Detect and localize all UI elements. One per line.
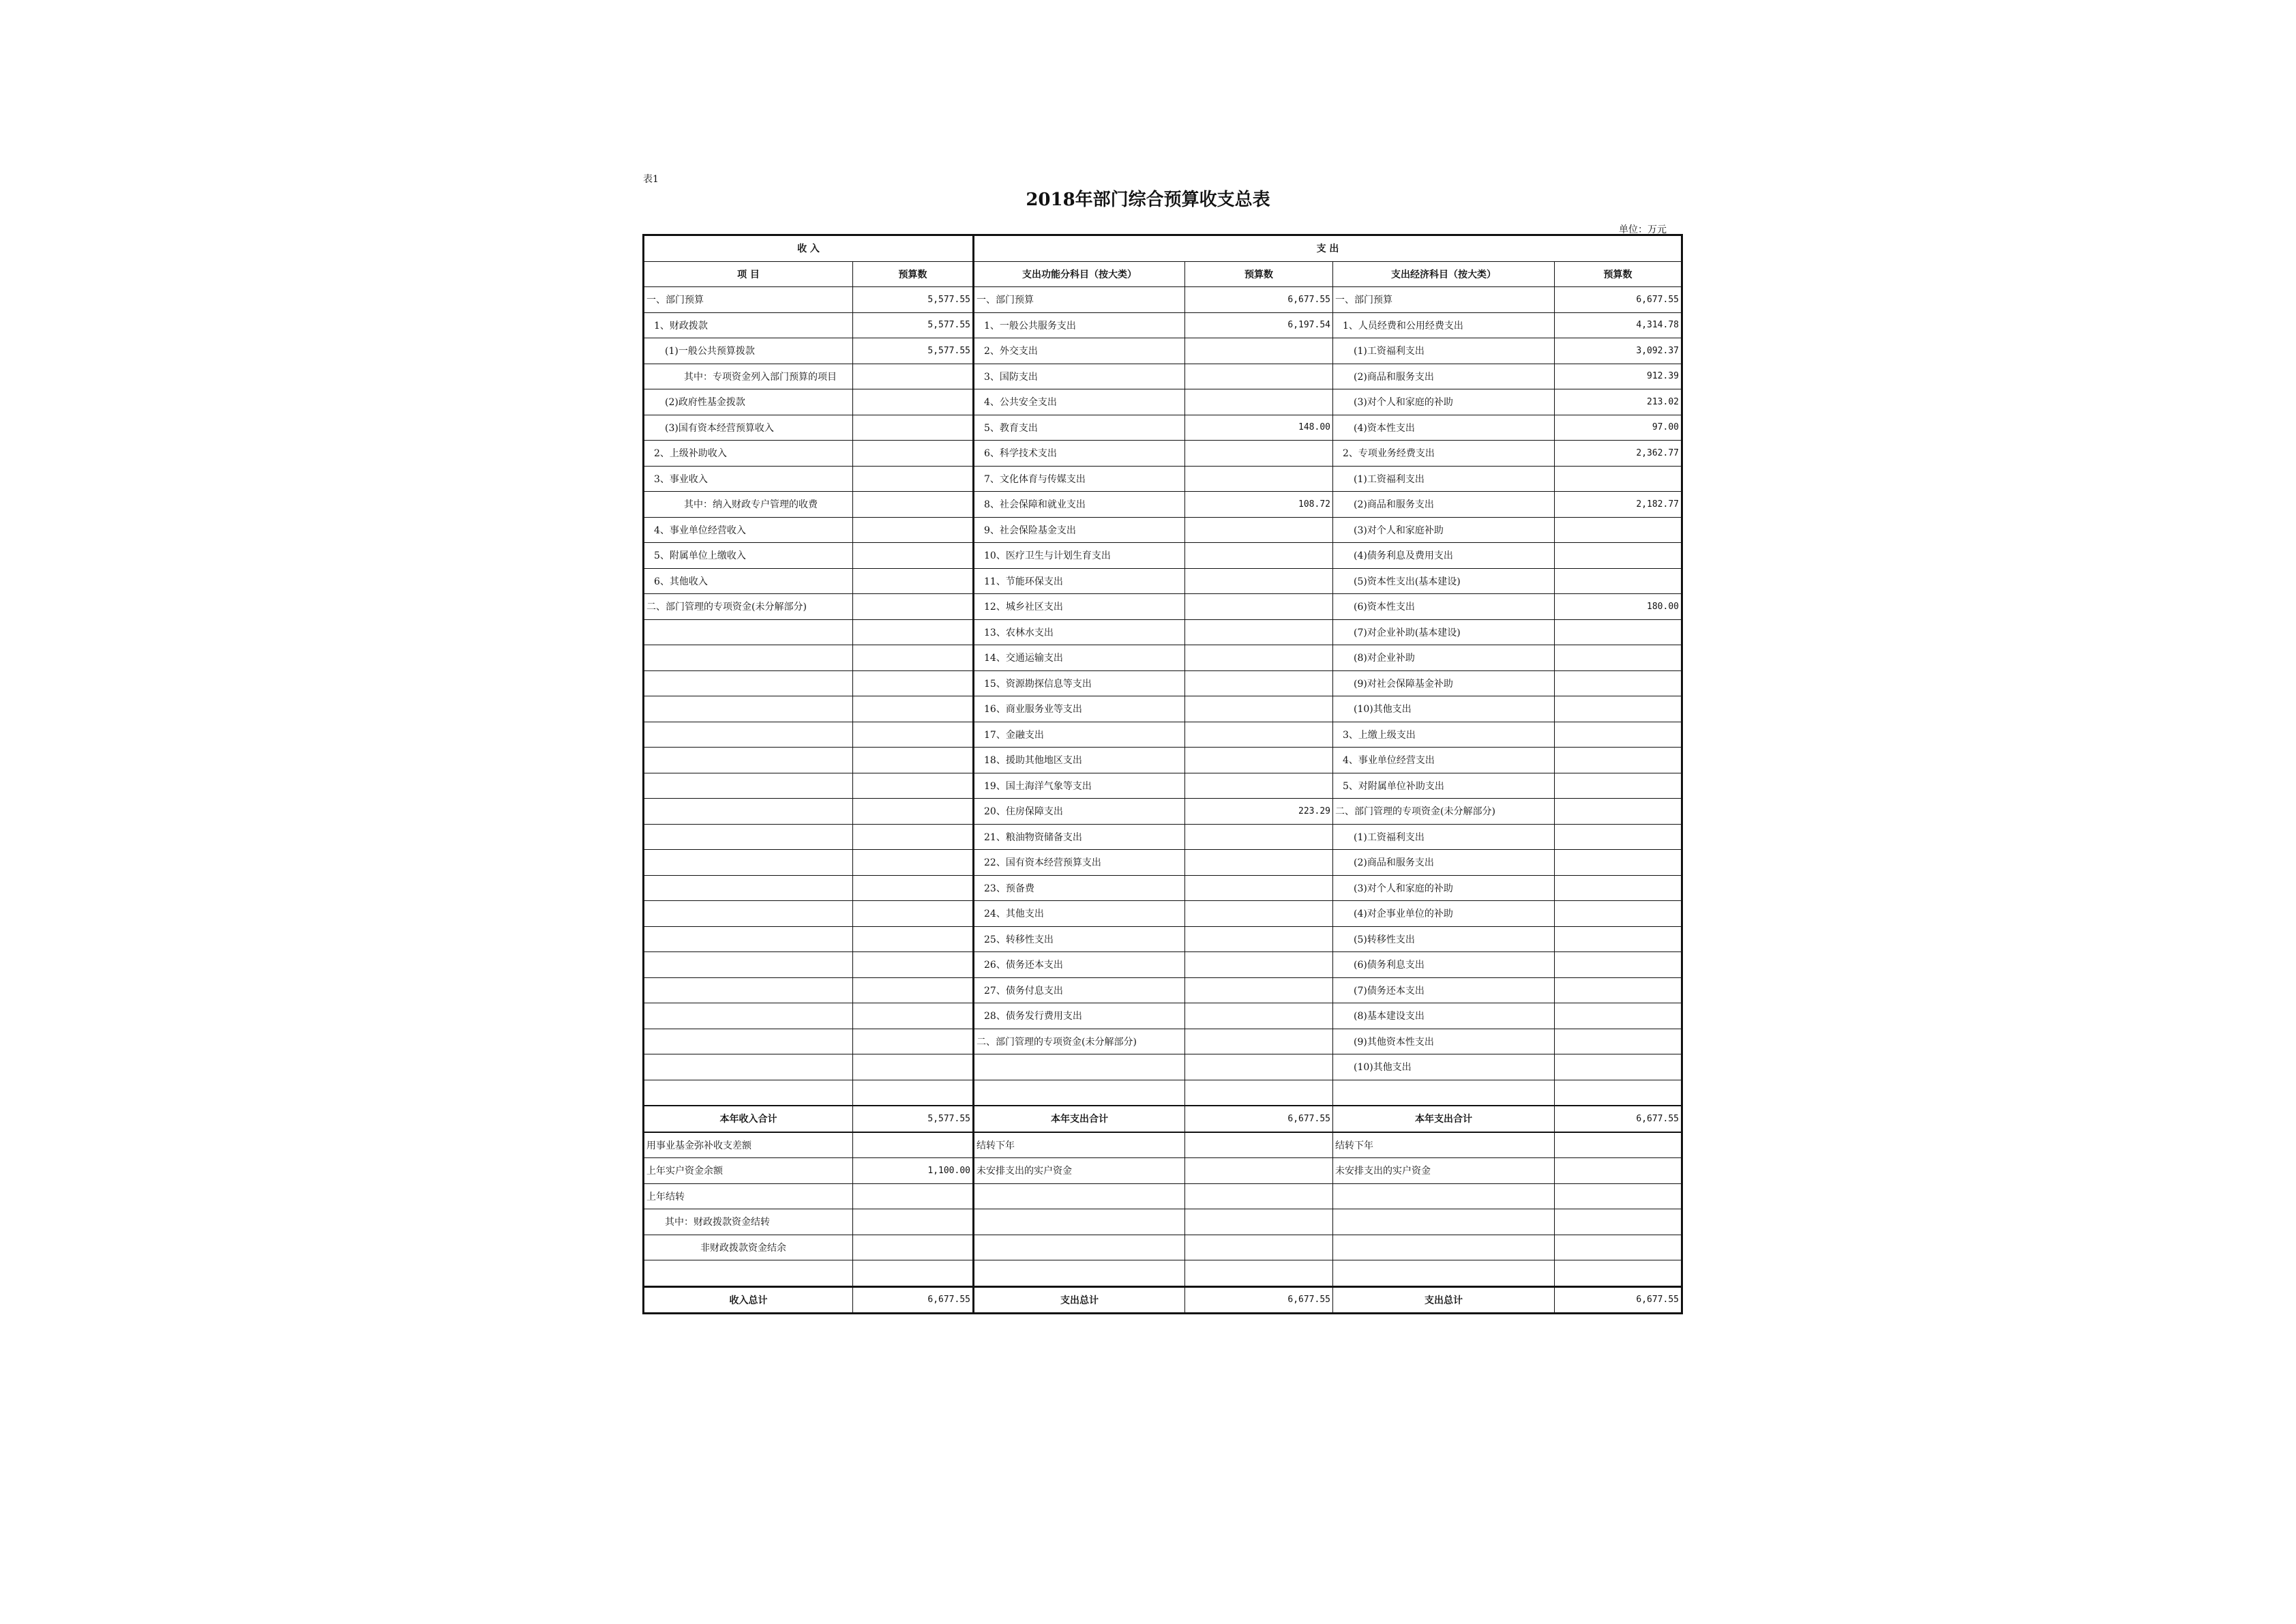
income-amount-cell: 5,577.55 (853, 1106, 974, 1132)
income-amount-cell (853, 901, 974, 927)
func-amount-cell (1185, 1003, 1333, 1029)
income-item-cell (644, 926, 853, 952)
table-row (644, 850, 1682, 876)
func-item-cell: 15、资源勘探信息等支出 (974, 670, 1185, 696)
table-row (644, 543, 1682, 569)
income-item-cell: 2、上级补助收入 (644, 441, 853, 467)
econ-item-cell: (2)商品和服务支出 (1333, 364, 1555, 389)
income-item-cell (644, 901, 853, 927)
income-amount-cell (853, 773, 974, 799)
func-item-cell: 支出总计 (974, 1286, 1185, 1314)
func-amount-cell (1185, 824, 1333, 850)
income-item-cell: 上年结转 (644, 1183, 853, 1209)
func-item-cell: 8、社会保障和就业支出 (974, 492, 1185, 518)
table-row (644, 312, 1682, 338)
econ-amount-cell (1555, 1235, 1682, 1260)
carryover-row (644, 1183, 1682, 1209)
func-item-cell: 1、一般公共服务支出 (974, 312, 1185, 338)
expense-section-header: 支 出 (974, 235, 1682, 262)
income-item-cell (644, 1029, 853, 1054)
econ-item-cell: (6)资本性支出 (1333, 594, 1555, 620)
income-item-cell: 收入总计 (644, 1286, 853, 1314)
econ-item-cell: 一、部门预算 (1333, 287, 1555, 313)
econ-amount-cell (1555, 952, 1682, 978)
func-amount-cell: 148.00 (1185, 415, 1333, 441)
econ-item-cell (1333, 1183, 1555, 1209)
table-row (644, 517, 1682, 543)
func-amount-cell (1185, 517, 1333, 543)
income-item-cell: 非财政拨款资金结余 (644, 1235, 853, 1260)
income-amount-cell (853, 619, 974, 645)
econ-amount-cell (1555, 619, 1682, 645)
income-amount-cell (853, 875, 974, 901)
income-amount-cell (853, 824, 974, 850)
income-item-cell: 用事业基金弥补收支差额 (644, 1132, 853, 1158)
func-item-cell: 二、部门管理的专项资金(未分解部分) (974, 1029, 1185, 1054)
income-item-cell (644, 696, 853, 722)
func-item-cell: 结转下年 (974, 1132, 1185, 1158)
func-item-cell: 18、援助其他地区支出 (974, 748, 1185, 773)
func-amount-cell (1185, 901, 1333, 927)
econ-amount-cell (1555, 1003, 1682, 1029)
income-amount-cell (853, 441, 974, 467)
func-amount-cell (1185, 952, 1333, 978)
income-amount-cell (853, 1132, 974, 1158)
econ-amount-cell (1555, 670, 1682, 696)
income-item-cell (644, 875, 853, 901)
econ-amount-cell (1555, 824, 1682, 850)
income-item-cell (644, 824, 853, 850)
econ-item-cell: (7)对企业补助(基本建设) (1333, 619, 1555, 645)
table-row (644, 722, 1682, 748)
table-label: 表1 (643, 174, 659, 185)
table-row (644, 901, 1682, 927)
func-item-cell: 21、粮油物资储备支出 (974, 824, 1185, 850)
func-amount-cell (1185, 722, 1333, 748)
func-amount-cell (1185, 543, 1333, 569)
func-item-cell: 4、公共安全支出 (974, 389, 1185, 415)
income-item-cell: 其中：纳入财政专户管理的收费 (644, 492, 853, 518)
income-amount-cell: 1,100.00 (853, 1158, 974, 1184)
econ-item-cell: 未安排支出的实户资金 (1333, 1158, 1555, 1184)
income-item-cell (644, 952, 853, 978)
func-amount-cell: 6,677.55 (1185, 287, 1333, 313)
econ-item-cell: (5)转移性支出 (1333, 926, 1555, 952)
econ-item-cell: (10)其他支出 (1333, 1054, 1555, 1080)
func-amount-cell (1185, 645, 1333, 671)
econ-amount-cell (1555, 466, 1682, 492)
func-item-cell: 9、社会保险基金支出 (974, 517, 1185, 543)
econ-amount-cell: 3,092.37 (1555, 338, 1682, 364)
econ-amount-cell (1555, 517, 1682, 543)
income-item-cell: 4、事业单位经营收入 (644, 517, 853, 543)
econ-amount-cell (1555, 1054, 1682, 1080)
func-amount-cell (1185, 568, 1333, 594)
table-row (644, 287, 1682, 313)
income-amount-cell (853, 517, 974, 543)
income-amount-cell (853, 850, 974, 876)
econ-amount-cell (1555, 722, 1682, 748)
budget-table-body (644, 235, 1682, 1314)
table-row (644, 875, 1682, 901)
econ-amount-cell (1555, 977, 1682, 1003)
table-row (644, 926, 1682, 952)
func-item-cell: 13、农林水支出 (974, 619, 1185, 645)
func-amount-cell (1185, 1260, 1333, 1287)
income-item-cell: 6、其他收入 (644, 568, 853, 594)
econ-item-cell: (4)资本性支出 (1333, 415, 1555, 441)
income-budget-column-header: 预算数 (853, 261, 974, 287)
econ-item-cell: (1)工资福利支出 (1333, 466, 1555, 492)
income-amount-cell (853, 492, 974, 518)
income-item-cell (644, 619, 853, 645)
table-row (644, 466, 1682, 492)
econ-amount-cell (1555, 799, 1682, 825)
table-row (644, 1080, 1682, 1106)
income-amount-cell (853, 1029, 974, 1054)
table-row (644, 696, 1682, 722)
func-item-cell (974, 1054, 1185, 1080)
func-amount-cell (1185, 977, 1333, 1003)
table-row (644, 441, 1682, 467)
income-item-cell (644, 1054, 853, 1080)
econ-amount-cell (1555, 1158, 1682, 1184)
econ-item-cell: (3)对个人和家庭的补助 (1333, 875, 1555, 901)
section-header-row (644, 235, 1682, 262)
table-row (644, 415, 1682, 441)
page-title: 2018年部门综合预算收支总表 (1026, 190, 1270, 210)
econ-amount-cell: 2,362.77 (1555, 441, 1682, 467)
func-amount-cell: 223.29 (1185, 799, 1333, 825)
func-amount-cell (1185, 1235, 1333, 1260)
income-item-cell (644, 645, 853, 671)
econ-amount-cell (1555, 568, 1682, 594)
table-row (644, 773, 1682, 799)
econ-item-cell: 1、人员经费和公用经费支出 (1333, 312, 1555, 338)
econ-item-cell: (9)其他资本性支出 (1333, 1029, 1555, 1054)
income-amount-cell (853, 1080, 974, 1106)
func-item-cell: 16、商业服务业等支出 (974, 696, 1185, 722)
income-item-cell (644, 1080, 853, 1106)
func-amount-cell (1185, 1209, 1333, 1235)
func-item-cell: 14、交通运输支出 (974, 645, 1185, 671)
econ-budget-column-header: 预算数 (1555, 261, 1682, 287)
econ-item-cell: (3)对个人和家庭的补助 (1333, 389, 1555, 415)
income-item-cell: 其中：专项资金列入部门预算的项目 (644, 364, 853, 389)
table-row (644, 1054, 1682, 1080)
func-amount-cell (1185, 441, 1333, 467)
income-item-cell: 3、事业收入 (644, 466, 853, 492)
econ-amount-cell: 912.39 (1555, 364, 1682, 389)
econ-amount-cell: 6,677.55 (1555, 1106, 1682, 1132)
econ-item-cell: 3、上缴上级支出 (1333, 722, 1555, 748)
income-amount-cell: 6,677.55 (853, 1286, 974, 1314)
income-amount-cell (853, 1260, 974, 1287)
func-amount-cell (1185, 619, 1333, 645)
econ-amount-cell: 6,677.55 (1555, 287, 1682, 313)
table-row (644, 670, 1682, 696)
carryover-row (644, 1158, 1682, 1184)
func-amount-cell (1185, 1183, 1333, 1209)
func-amount-cell: 108.72 (1185, 492, 1333, 518)
func-amount-cell (1185, 1054, 1333, 1080)
income-item-cell: 二、部门管理的专项资金(未分解部分) (644, 594, 853, 620)
econ-amount-cell (1555, 1132, 1682, 1158)
econ-item-cell: 5、对附属单位补助支出 (1333, 773, 1555, 799)
econ-amount-cell (1555, 901, 1682, 927)
econ-item-cell: (2)商品和服务支出 (1333, 850, 1555, 876)
income-item-cell (644, 670, 853, 696)
income-amount-cell (853, 1054, 974, 1080)
econ-item-cell: (2)商品和服务支出 (1333, 492, 1555, 518)
econ-amount-cell (1555, 773, 1682, 799)
econ-item-cell: (1)工资福利支出 (1333, 824, 1555, 850)
income-amount-cell (853, 670, 974, 696)
income-item-cell: 其中：财政拨款资金结转 (644, 1209, 853, 1235)
income-amount-cell (853, 1209, 974, 1235)
econ-amount-cell: 97.00 (1555, 415, 1682, 441)
econ-item-cell (1333, 1080, 1555, 1106)
econ-amount-cell (1555, 1209, 1682, 1235)
table-row (644, 952, 1682, 978)
carryover-row (644, 1132, 1682, 1158)
econ-item-cell: (5)资本性支出(基本建设) (1333, 568, 1555, 594)
func-item-cell: 6、科学技术支出 (974, 441, 1185, 467)
table-row (644, 824, 1682, 850)
econ-item-cell: 二、部门管理的专项资金(未分解部分) (1333, 799, 1555, 825)
econ-item-cell (1333, 1260, 1555, 1287)
func-budget-column-header: 预算数 (1185, 261, 1333, 287)
income-amount-cell (853, 364, 974, 389)
table-row (644, 364, 1682, 389)
income-amount-cell (853, 594, 974, 620)
income-amount-cell (853, 415, 974, 441)
income-amount-cell (853, 952, 974, 978)
func-amount-cell (1185, 670, 1333, 696)
income-item-cell: (3)国有资本经营预算收入 (644, 415, 853, 441)
table-row (644, 492, 1682, 518)
table-row (644, 619, 1682, 645)
func-amount-cell (1185, 1158, 1333, 1184)
func-item-cell (974, 1260, 1185, 1287)
func-item-cell (974, 1235, 1185, 1260)
econ-item-cell: (3)对个人和家庭补助 (1333, 517, 1555, 543)
income-item-cell (644, 722, 853, 748)
econ-amount-cell: 213.02 (1555, 389, 1682, 415)
income-item-cell: (2)政府性基金拨款 (644, 389, 853, 415)
table-row (644, 389, 1682, 415)
func-item-cell: 28、债务发行费用支出 (974, 1003, 1185, 1029)
income-amount-cell: 5,577.55 (853, 338, 974, 364)
func-item-cell: 11、节能环保支出 (974, 568, 1185, 594)
income-item-cell: 1、财政拨款 (644, 312, 853, 338)
budget-table (642, 234, 1683, 1314)
table-row (644, 1003, 1682, 1029)
func-amount-cell: 6,677.55 (1185, 1106, 1333, 1132)
func-item-cell: 24、其他支出 (974, 901, 1185, 927)
econ-amount-cell (1555, 1080, 1682, 1106)
income-item-cell (644, 773, 853, 799)
econ-item-cell: (8)基本建设支出 (1333, 1003, 1555, 1029)
econ-amount-cell (1555, 543, 1682, 569)
func-amount-cell (1185, 875, 1333, 901)
econ-item-cell: (9)对社会保障基金补助 (1333, 670, 1555, 696)
func-item-cell: 7、文化体育与传媒支出 (974, 466, 1185, 492)
econ-item-cell: 支出总计 (1333, 1286, 1555, 1314)
func-amount-cell (1185, 338, 1333, 364)
income-amount-cell: 5,577.55 (853, 312, 974, 338)
table-row (644, 594, 1682, 620)
func-amount-cell (1185, 1029, 1333, 1054)
income-amount-cell (853, 1183, 974, 1209)
income-item-cell (644, 977, 853, 1003)
income-amount-cell (853, 1003, 974, 1029)
income-amount-cell (853, 645, 974, 671)
carryover-row (644, 1235, 1682, 1260)
item-column-header: 项 目 (644, 261, 853, 287)
econ-amount-cell: 2,182.77 (1555, 492, 1682, 518)
econ-item-cell: (4)债务利息及费用支出 (1333, 543, 1555, 569)
func-amount-cell (1185, 926, 1333, 952)
income-item-cell (644, 748, 853, 773)
func-item-cell: 25、转移性支出 (974, 926, 1185, 952)
table-row (644, 799, 1682, 825)
func-item-cell: 17、金融支出 (974, 722, 1185, 748)
econ-item-cell (1333, 1235, 1555, 1260)
econ-amount-cell (1555, 1029, 1682, 1054)
func-amount-cell (1185, 594, 1333, 620)
income-item-cell: 上年实户资金余额 (644, 1158, 853, 1184)
func-item-cell: 26、债务还本支出 (974, 952, 1185, 978)
econ-item-cell: (8)对企业补助 (1333, 645, 1555, 671)
func-item-cell: 2、外交支出 (974, 338, 1185, 364)
econ-amount-cell (1555, 645, 1682, 671)
func-item-cell: 12、城乡社区支出 (974, 594, 1185, 620)
income-amount-cell (853, 722, 974, 748)
column-header-row (644, 261, 1682, 287)
income-item-cell (644, 1260, 853, 1287)
income-item-cell: (1)一般公共预算拨款 (644, 338, 853, 364)
grand-total-row (644, 1286, 1682, 1314)
func-item-cell (974, 1209, 1185, 1235)
income-amount-cell: 5,577.55 (853, 287, 974, 313)
econ-amount-cell: 6,677.55 (1555, 1286, 1682, 1314)
income-amount-cell (853, 568, 974, 594)
income-section-header: 收 入 (644, 235, 974, 262)
func-amount-cell (1185, 696, 1333, 722)
econ-amount-cell (1555, 875, 1682, 901)
income-item-cell: 5、附属单位上缴收入 (644, 543, 853, 569)
func-item-cell: 5、教育支出 (974, 415, 1185, 441)
table-row (644, 748, 1682, 773)
income-item-cell (644, 799, 853, 825)
unit-label: 单位：万元 (1619, 224, 1667, 235)
func-item-cell: 10、医疗卫生与计划生育支出 (974, 543, 1185, 569)
func-item-cell (974, 1183, 1185, 1209)
func-amount-cell (1185, 466, 1333, 492)
econ-item-cell: 4、事业单位经营支出 (1333, 748, 1555, 773)
income-amount-cell (853, 926, 974, 952)
table-row (644, 1029, 1682, 1054)
func-item-cell: 19、国土海洋气象等支出 (974, 773, 1185, 799)
func-amount-cell (1185, 773, 1333, 799)
func-item-cell: 27、债务付息支出 (974, 977, 1185, 1003)
econ-amount-cell (1555, 1260, 1682, 1287)
func-amount-cell (1185, 364, 1333, 389)
func-item-cell (974, 1080, 1185, 1106)
econ-item-cell: (10)其他支出 (1333, 696, 1555, 722)
econ-item-cell: (7)债务还本支出 (1333, 977, 1555, 1003)
income-amount-cell (853, 748, 974, 773)
func-amount-cell (1185, 389, 1333, 415)
econ-amount-cell (1555, 926, 1682, 952)
table-row (644, 338, 1682, 364)
func-amount-cell (1185, 748, 1333, 773)
income-amount-cell (853, 389, 974, 415)
econ-amount-cell: 4,314.78 (1555, 312, 1682, 338)
econ-amount-cell (1555, 1183, 1682, 1209)
func-amount-cell (1185, 1080, 1333, 1106)
carryover-row (644, 1209, 1682, 1235)
income-amount-cell (853, 799, 974, 825)
func-amount-cell: 6,677.55 (1185, 1286, 1333, 1314)
econ-class-column-header: 支出经济科目（按大类） (1333, 261, 1555, 287)
func-amount-cell: 6,197.54 (1185, 312, 1333, 338)
func-item-cell: 未安排支出的实户资金 (974, 1158, 1185, 1184)
func-amount-cell (1185, 1132, 1333, 1158)
carryover-row (644, 1260, 1682, 1287)
econ-item-cell: 本年支出合计 (1333, 1106, 1555, 1132)
income-item-cell (644, 850, 853, 876)
income-item-cell: 本年收入合计 (644, 1106, 853, 1132)
income-amount-cell (853, 543, 974, 569)
table-row (644, 977, 1682, 1003)
func-item-cell: 20、住房保障支出 (974, 799, 1185, 825)
econ-item-cell: (6)债务利息支出 (1333, 952, 1555, 978)
econ-amount-cell (1555, 696, 1682, 722)
table-row (644, 568, 1682, 594)
func-item-cell: 23、预备费 (974, 875, 1185, 901)
func-item-cell: 本年支出合计 (974, 1106, 1185, 1132)
income-item-cell: 一、部门预算 (644, 287, 853, 313)
func-item-cell: 一、部门预算 (974, 287, 1185, 313)
income-amount-cell (853, 696, 974, 722)
econ-item-cell: (4)对企事业单位的补助 (1333, 901, 1555, 927)
econ-amount-cell (1555, 748, 1682, 773)
income-item-cell (644, 1003, 853, 1029)
income-amount-cell (853, 466, 974, 492)
econ-item-cell: 2、专项业务经费支出 (1333, 441, 1555, 467)
econ-item-cell (1333, 1209, 1555, 1235)
econ-item-cell: 结转下年 (1333, 1132, 1555, 1158)
table-row (644, 645, 1682, 671)
econ-item-cell: (1)工资福利支出 (1333, 338, 1555, 364)
econ-amount-cell: 180.00 (1555, 594, 1682, 620)
annual-total-row (644, 1106, 1682, 1132)
func-item-cell: 22、国有资本经营预算支出 (974, 850, 1185, 876)
func-class-column-header: 支出功能分科目（按大类） (974, 261, 1185, 287)
income-amount-cell (853, 977, 974, 1003)
func-amount-cell (1185, 850, 1333, 876)
income-amount-cell (853, 1235, 974, 1260)
func-item-cell: 3、国防支出 (974, 364, 1185, 389)
econ-amount-cell (1555, 850, 1682, 876)
